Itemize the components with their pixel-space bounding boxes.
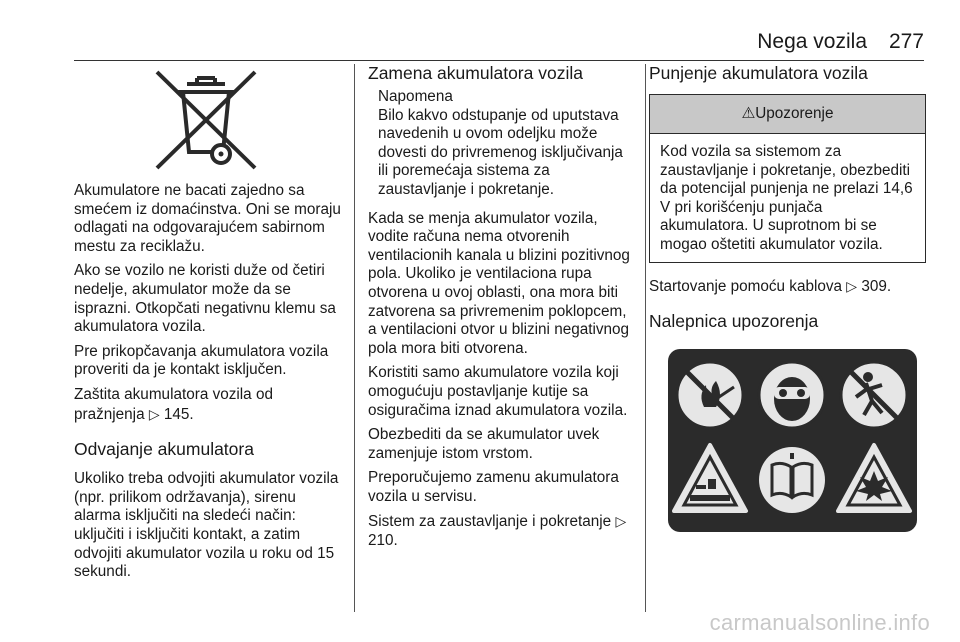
- arrow-ref-icon: ▷: [615, 513, 627, 530]
- column-1: [74, 62, 346, 588]
- reference-text: Zaštita akumulatora vozila od pražnjenja: [74, 385, 273, 423]
- crossed-out-bin-icon: [151, 68, 261, 172]
- page-number: 277: [888, 30, 924, 53]
- paragraph: Ako se vozilo ne koristi duže od četiri nedelje, akumulator može da se isprazni. Otkopčati negativnu klemu sa akumulatora vozila.: [74, 262, 336, 336]
- note-text: Bilo kakvo odstupanje od uputstava navedenih u ovom odeljku može dovesti do privremenog isključivanja ili poremećaja sistema za zaustavljanje i pokretanje.: [378, 106, 623, 198]
- paragraph: Akumulatore ne bacati zajedno sa smećem iz domaćinstva. Oni se moraju odlagati na odgovarajućem sabirnom mestu za reciklažu.: [74, 182, 341, 255]
- warning-header: [650, 95, 925, 134]
- section-heading: Odvajanje akumulatora: [74, 439, 254, 460]
- no-flame-icon: [677, 362, 743, 428]
- watermark: carmanualsonline.info: [709, 610, 930, 635]
- arrow-ref-icon: ▷: [846, 277, 858, 294]
- paragraph: Ukoliko treba odvojiti akumulator vozila (npr. prilikom održavanja), sirenu alarma isključiti na sledeći način: uključiti i isključiti kontakt, a zatim odvojiti akumulator vozila u roku od 15 sekundi.: [74, 470, 339, 581]
- paragraph: Kada se menja akumulator vozila, vodite računa nema otvorenih ventilacionih kanala u blizini pozitivnog pola. Ukoliko je ventilaciona rupa otvorena u ovoj oblasti, ona mora biti zatvorena sa privremenim poklopcem, a ventilacioni otvor u blizini negativnog pola mora biti otvorena.: [368, 209, 630, 357]
- section-title: Nega vozila: [757, 30, 867, 53]
- warning-title: Upozorenje: [755, 105, 834, 122]
- cross-reference: [74, 386, 346, 424]
- read-manual-icon: [759, 447, 825, 513]
- paragraph: Koristiti samo akumulatore vozila koji omogućuju postavljanje kutije sa osiguračima iznad akumulatora vozila.: [368, 364, 628, 419]
- keep-children-away-icon: [841, 362, 907, 428]
- paragraph: Obezbediti da se akumulator uvek zamenjuje istom vrstom.: [368, 426, 600, 462]
- section-heading: Punjenje akumulatora vozila: [649, 63, 868, 83]
- cross-reference: [649, 277, 929, 297]
- note-label: Napomena: [378, 88, 453, 105]
- reference-text: Sistem za zaustavljanje i pokretanje: [368, 513, 612, 531]
- reference-text: Startovanje pomoću kablova: [649, 277, 843, 295]
- eye-protection-icon: [759, 362, 825, 428]
- page-link[interactable]: 309.: [861, 277, 892, 295]
- paragraph: Preporučujemo zamenu akumulatora vozila u servisu.: [368, 469, 619, 505]
- warning-body: [650, 134, 925, 262]
- page-header: [0, 24, 960, 64]
- page-link[interactable]: 145.: [163, 405, 194, 423]
- column-divider-2: [645, 64, 646, 612]
- section-heading: Nalepnica upozorenja: [649, 311, 819, 332]
- warning-label-image: [668, 349, 917, 532]
- column-divider-1: [354, 64, 355, 612]
- warning-text: Kod vozila sa sistemom za zaustavljanje i pokretanje, obezbediti da potencijal punjenja ne prelazi 14,6 V pri korišćenju punjača akumulatora. U suprotnom bi se mogao oštetiti akumulator vozila.: [660, 143, 913, 253]
- column-3: [649, 62, 929, 532]
- header-rule: [74, 60, 924, 61]
- warning-triangle-icon: ⚠: [741, 105, 756, 122]
- paragraph: Pre prikopčavanja akumulatora vozila proveriti da je kontakt isključen.: [74, 342, 329, 379]
- warning-box: [649, 94, 926, 263]
- section-heading: Zamena akumulatora vozila: [368, 63, 583, 83]
- arrow-ref-icon: ▷: [148, 405, 160, 422]
- page-link[interactable]: 210.: [368, 532, 398, 550]
- column-2: [368, 62, 636, 557]
- cross-reference: [368, 512, 636, 550]
